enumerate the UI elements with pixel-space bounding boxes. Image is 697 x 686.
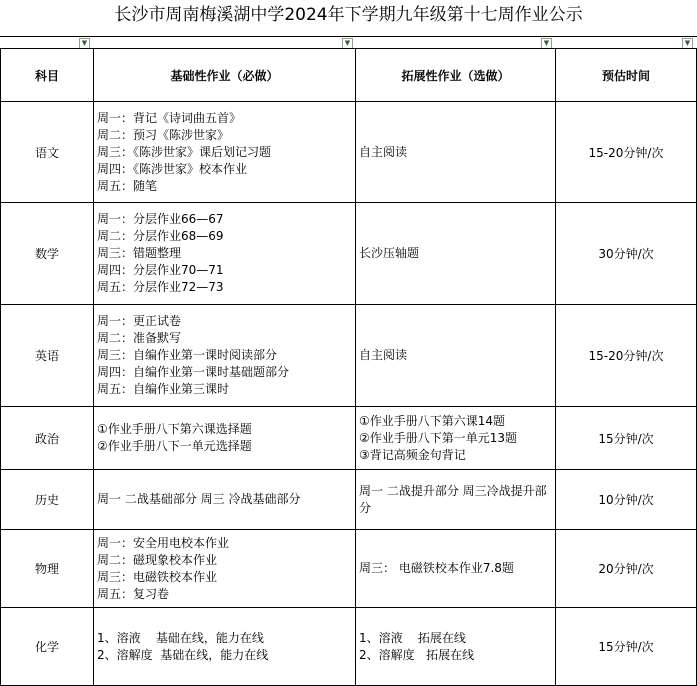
basic-line: 2、溶解度 基础在线，能力在线 bbox=[97, 647, 269, 662]
filter-dropdown-icon[interactable]: ▼ bbox=[682, 38, 693, 49]
extended-cell[interactable] bbox=[356, 203, 556, 305]
subject-cell[interactable]: 语文 bbox=[1, 102, 94, 203]
sheet-title: 长沙市周南梅溪湖中学2024年下学期九年级第十七周作业公示 bbox=[114, 5, 583, 25]
basic-line: ②作业手册八下一单元选择题 bbox=[97, 439, 252, 453]
basic-line: 周三：错题整理 bbox=[97, 246, 182, 260]
extended-cell[interactable] bbox=[356, 102, 556, 203]
time-cell[interactable]: 15分钟/次 bbox=[556, 608, 697, 686]
title-divider bbox=[0, 36, 697, 37]
subject-cell[interactable]: 历史 bbox=[1, 470, 94, 530]
extended-cell[interactable] bbox=[356, 470, 556, 530]
extended-line: ③背记高频金句背记 bbox=[359, 447, 466, 462]
basic-cell[interactable] bbox=[94, 608, 356, 686]
basic-line: 周五：复习卷 bbox=[97, 586, 170, 601]
table-row bbox=[1, 203, 697, 305]
subject-cell[interactable]: 化学 bbox=[1, 608, 94, 686]
basic-cell[interactable] bbox=[94, 530, 356, 608]
extended-line: ②作业手册八下第一单元13题 bbox=[359, 430, 518, 445]
extended-line: 长沙压轴题 bbox=[359, 246, 420, 260]
extended-line: ①作业手册八下第六课14题 bbox=[359, 413, 506, 428]
time-cell[interactable]: 15-20分钟/次 bbox=[556, 102, 697, 203]
filter-dropdown-icon[interactable]: ▼ bbox=[342, 38, 353, 49]
filter-dropdown-icon[interactable]: ▼ bbox=[541, 38, 552, 49]
extended-line: 周一 二战提升部分 周三冷战提升部分 bbox=[359, 483, 547, 515]
basic-line: 周三：电磁铁校本作业 bbox=[97, 569, 218, 584]
basic-line: 周二：预习《陈涉世家》 bbox=[97, 127, 230, 142]
basic-cell[interactable] bbox=[94, 102, 356, 203]
basic-line: 周五：分层作业72—73 bbox=[97, 280, 224, 294]
basic-line: 周四：自编作业第一课时基础题部分 bbox=[97, 365, 290, 379]
filter-dropdown-icon[interactable]: ▼ bbox=[79, 38, 90, 49]
basic-line: 周一：分层作业66—67 bbox=[97, 212, 224, 226]
basic-cell[interactable] bbox=[94, 407, 356, 470]
subject-cell[interactable]: 政治 bbox=[1, 407, 94, 470]
time-cell[interactable]: 15-20分钟/次 bbox=[556, 305, 697, 407]
basic-cell[interactable] bbox=[94, 203, 356, 305]
basic-cell[interactable] bbox=[94, 470, 356, 530]
basic-line: 周一：更正试卷 bbox=[97, 314, 182, 328]
extended-cell[interactable] bbox=[356, 608, 556, 686]
time-cell[interactable]: 20分钟/次 bbox=[556, 530, 697, 608]
basic-line: 周二：准备默写 bbox=[97, 331, 182, 345]
table-row bbox=[1, 407, 697, 470]
header-subject: 科目 bbox=[1, 49, 94, 102]
table-row bbox=[1, 608, 697, 686]
table-row bbox=[1, 470, 697, 530]
time-cell[interactable]: 15分钟/次 bbox=[556, 407, 697, 470]
basic-line: 周三：《陈涉世家》课后划记习题 bbox=[97, 144, 272, 159]
basic-line: ①作业手册八下第六课选择题 bbox=[97, 422, 252, 436]
extended-line: 周三： 电磁铁校本作业7.8题 bbox=[359, 561, 514, 575]
extended-cell[interactable] bbox=[356, 305, 556, 407]
header-basic: 基础性作业（必做） bbox=[94, 49, 356, 102]
extended-line: 2、溶解度 拓展在线 bbox=[359, 647, 475, 662]
basic-line: 周四：分层作业70—71 bbox=[97, 263, 224, 277]
basic-line: 周二：磁现象校本作业 bbox=[97, 552, 218, 567]
extended-line: 自主阅读 bbox=[359, 348, 408, 362]
homework-table bbox=[0, 48, 697, 686]
header-row bbox=[1, 49, 697, 102]
subject-cell[interactable]: 英语 bbox=[1, 305, 94, 407]
basic-cell[interactable] bbox=[94, 305, 356, 407]
time-cell[interactable]: 30分钟/次 bbox=[556, 203, 697, 305]
subject-cell[interactable]: 物理 bbox=[1, 530, 94, 608]
basic-line: 周一 二战基础部分 周三 冷战基础部分 bbox=[97, 492, 301, 506]
header-time: 预估时间 bbox=[556, 49, 697, 102]
basic-line: 周三：自编作业第一课时阅读部分 bbox=[97, 348, 278, 362]
basic-line: 周五：自编作业第三课时 bbox=[97, 382, 230, 396]
basic-line: 周一：背记《诗词曲五首》 bbox=[97, 110, 242, 125]
basic-line: 周四：《陈涉世家》校本作业 bbox=[97, 161, 248, 176]
header-extended: 拓展性作业（选做） bbox=[356, 49, 556, 102]
extended-line: 1、溶液 拓展在线 bbox=[359, 630, 466, 645]
extended-cell[interactable] bbox=[356, 530, 556, 608]
basic-line: 周五：随笔 bbox=[97, 178, 158, 193]
table-row bbox=[1, 530, 697, 608]
basic-line: 周二：分层作业68—69 bbox=[97, 229, 224, 243]
table-row bbox=[1, 102, 697, 203]
basic-line: 1、溶液 基础在线，能力在线 bbox=[97, 630, 264, 645]
subject-cell[interactable]: 数学 bbox=[1, 203, 94, 305]
extended-line: 自主阅读 bbox=[359, 144, 408, 159]
table-row bbox=[1, 305, 697, 407]
basic-line: 周一：安全用电校本作业 bbox=[97, 535, 230, 550]
time-cell[interactable]: 10分钟/次 bbox=[556, 470, 697, 530]
extended-cell[interactable] bbox=[356, 407, 556, 470]
